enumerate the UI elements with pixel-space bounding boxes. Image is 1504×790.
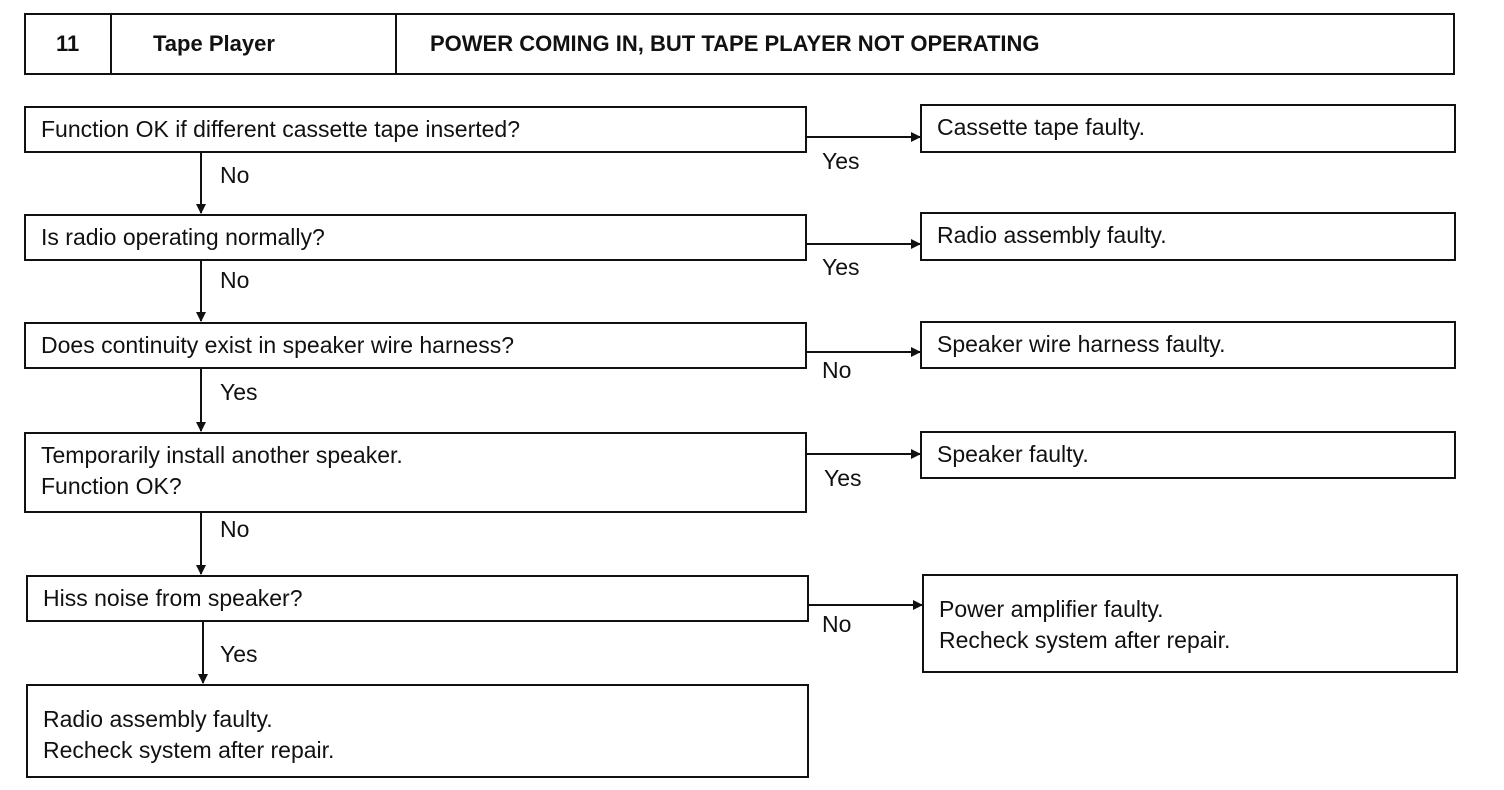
question-text: Temporarily install another speaker. bbox=[41, 442, 403, 468]
question-box-4 bbox=[24, 432, 807, 513]
question-box-2 bbox=[24, 214, 807, 261]
final-result-box bbox=[26, 684, 809, 778]
question-box-1 bbox=[24, 106, 807, 153]
result-text: Cassette tape faulty. bbox=[937, 114, 1145, 140]
question-box-3 bbox=[24, 322, 807, 369]
question-text: Hiss noise from speaker? bbox=[43, 585, 303, 611]
result-text: Power amplifier faulty. bbox=[939, 596, 1164, 622]
result-text: Speaker faulty. bbox=[937, 441, 1089, 467]
down-label: Yes bbox=[220, 379, 258, 405]
result-box-4 bbox=[920, 431, 1456, 479]
branch-label: Yes bbox=[822, 148, 860, 174]
result-text: Recheck system after repair. bbox=[939, 627, 1231, 653]
question-text: Is radio operating normally? bbox=[41, 224, 325, 250]
question-text: Does continuity exist in speaker wire harness? bbox=[41, 332, 515, 358]
page-title: POWER COMING IN, BUT TAPE PLAYER NOT OPERATING bbox=[430, 31, 1040, 56]
down-label: Yes bbox=[220, 641, 258, 667]
question-box-5 bbox=[26, 575, 809, 622]
system-name: Tape Player bbox=[153, 31, 275, 56]
result-text: Speaker wire harness faulty. bbox=[937, 331, 1226, 357]
result-box-2 bbox=[920, 212, 1456, 261]
result-box-5 bbox=[922, 574, 1458, 673]
down-label: No bbox=[220, 516, 250, 542]
result-box-1 bbox=[920, 104, 1456, 153]
section-number: 11 bbox=[56, 31, 80, 56]
branch-label: Yes bbox=[822, 254, 860, 280]
result-text: Recheck system after repair. bbox=[43, 737, 335, 763]
down-label: No bbox=[220, 162, 250, 188]
question-text: Function OK if different cassette tape inserted? bbox=[41, 116, 521, 142]
question-text: Function OK? bbox=[41, 473, 182, 499]
branch-label: No bbox=[822, 357, 852, 383]
branch-label: No bbox=[822, 611, 852, 637]
result-box-3 bbox=[920, 321, 1456, 369]
result-text: Radio assembly faulty. bbox=[937, 222, 1167, 248]
result-text: Radio assembly faulty. bbox=[43, 706, 273, 732]
down-label: No bbox=[220, 267, 250, 293]
branch-label: Yes bbox=[824, 465, 862, 491]
